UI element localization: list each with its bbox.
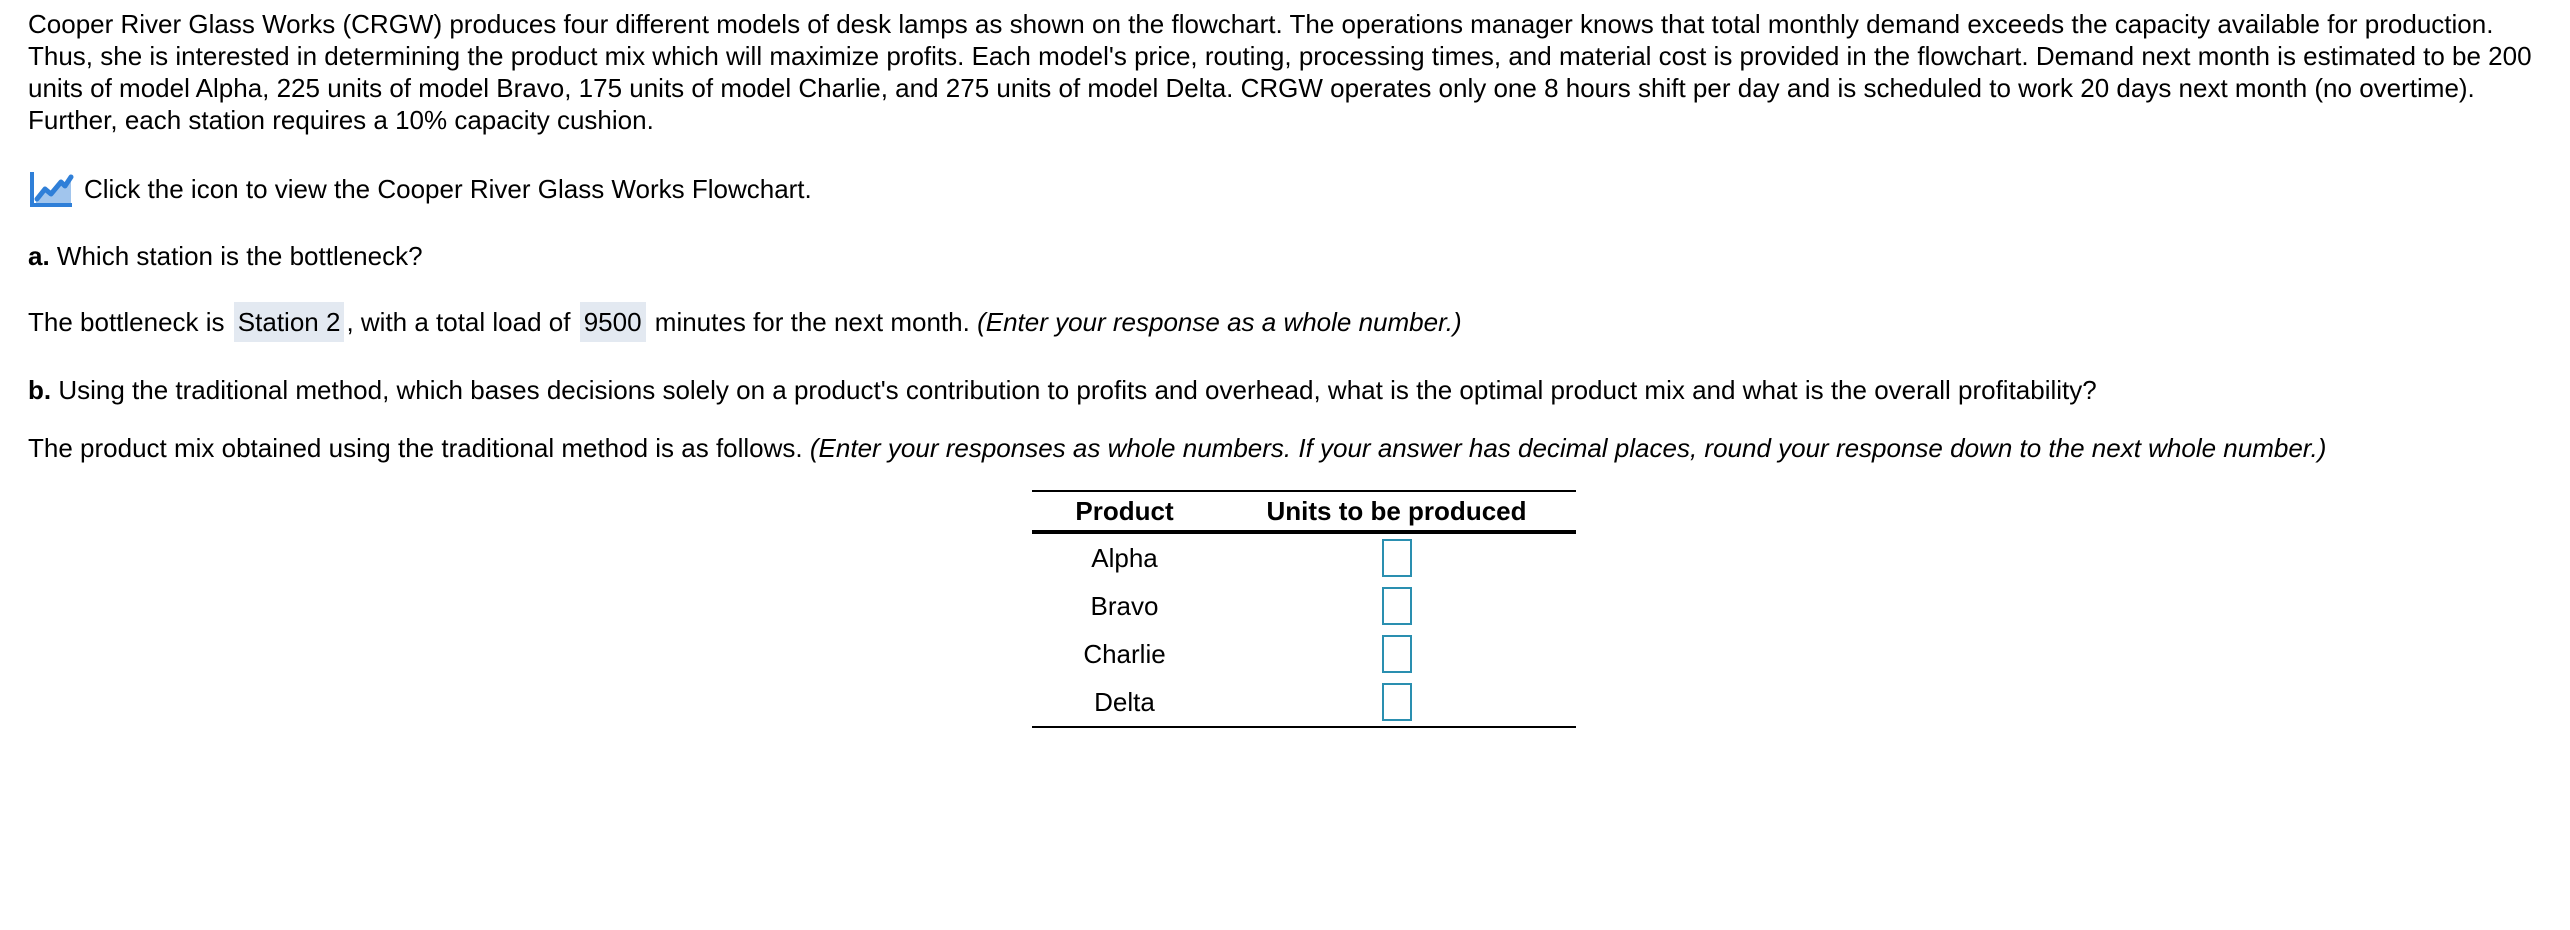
answer-a-middle: , with a total load of bbox=[346, 307, 571, 337]
answer-b-intro: The product mix obtained using the traditional method is as follows. bbox=[28, 433, 803, 463]
question-a-text: Which station is the bottleneck? bbox=[56, 241, 423, 271]
bottleneck-answer[interactable]: Station 2 bbox=[234, 302, 345, 342]
chart-icon[interactable] bbox=[28, 169, 74, 209]
question-a bbox=[28, 240, 423, 272]
table-row bbox=[1032, 678, 1576, 727]
bravo-units-input[interactable] bbox=[1382, 587, 1412, 625]
flowchart-link-text[interactable]: Click the icon to view the Cooper River Glass Works Flowchart. bbox=[84, 173, 812, 204]
header-product: Product bbox=[1032, 491, 1217, 532]
table-row bbox=[1032, 532, 1576, 582]
table-header-row bbox=[1032, 491, 1576, 532]
total-load-answer[interactable]: 9500 bbox=[580, 302, 646, 342]
header-units: Units to be produced bbox=[1217, 491, 1576, 532]
question-a-label: a. bbox=[28, 241, 50, 271]
answer-a-line bbox=[28, 302, 1462, 342]
answer-b-line bbox=[28, 432, 2326, 464]
table-row bbox=[1032, 582, 1576, 630]
charlie-units-input[interactable] bbox=[1382, 635, 1412, 673]
units-cell bbox=[1217, 630, 1576, 678]
units-cell bbox=[1217, 582, 1576, 630]
question-b-text: Using the traditional method, which bases decisions solely on a product's contribution to profits and overhead, what is the optimal product mix and what is the overall profitability? bbox=[58, 375, 2097, 405]
product-delta: Delta bbox=[1032, 678, 1217, 727]
alpha-units-input[interactable] bbox=[1382, 539, 1412, 577]
product-mix-table bbox=[1032, 490, 1576, 728]
units-cell bbox=[1217, 532, 1576, 582]
product-alpha: Alpha bbox=[1091, 542, 1158, 573]
answer-a-suffix: minutes for the next month. bbox=[654, 307, 970, 337]
answer-a-prefix: The bottleneck is bbox=[28, 307, 225, 337]
table-row bbox=[1032, 630, 1576, 678]
product-charlie: Charlie bbox=[1083, 638, 1166, 669]
problem-statement: Cooper River Glass Works (CRGW) produces four different models of desk lamps as shown on the flowchart. The operations manager knows that total monthly demand exceeds the capacity available for production. Thus, she is interested in determining the product mix which will maximize profits. Each model's price, routing, processing times, and material cost is provided in the flowchart. Demand next month is estimated to be 200 units of model Alpha, 225 units of model Bravo, 175 units of model Charlie, and 275 units of model Delta. CRGW operates only one 8 hours shift per day and is scheduled to work 20 days next month (no overtime). Further, each station requires a 10% capacity cushion. bbox=[28, 9, 2532, 135]
product-bravo: Bravo bbox=[1090, 590, 1159, 621]
answer-b-instruction: (Enter your responses as whole numbers. If your answer has decimal places, round your response down to the next whole number.) bbox=[809, 433, 2327, 463]
answer-a-instruction: (Enter your response as a whole number.) bbox=[977, 307, 1462, 337]
flowchart-link-row bbox=[28, 168, 812, 210]
question-b-label: b. bbox=[28, 375, 52, 405]
delta-units-input[interactable] bbox=[1382, 683, 1412, 721]
question-b bbox=[28, 374, 2097, 406]
units-cell bbox=[1217, 678, 1576, 727]
